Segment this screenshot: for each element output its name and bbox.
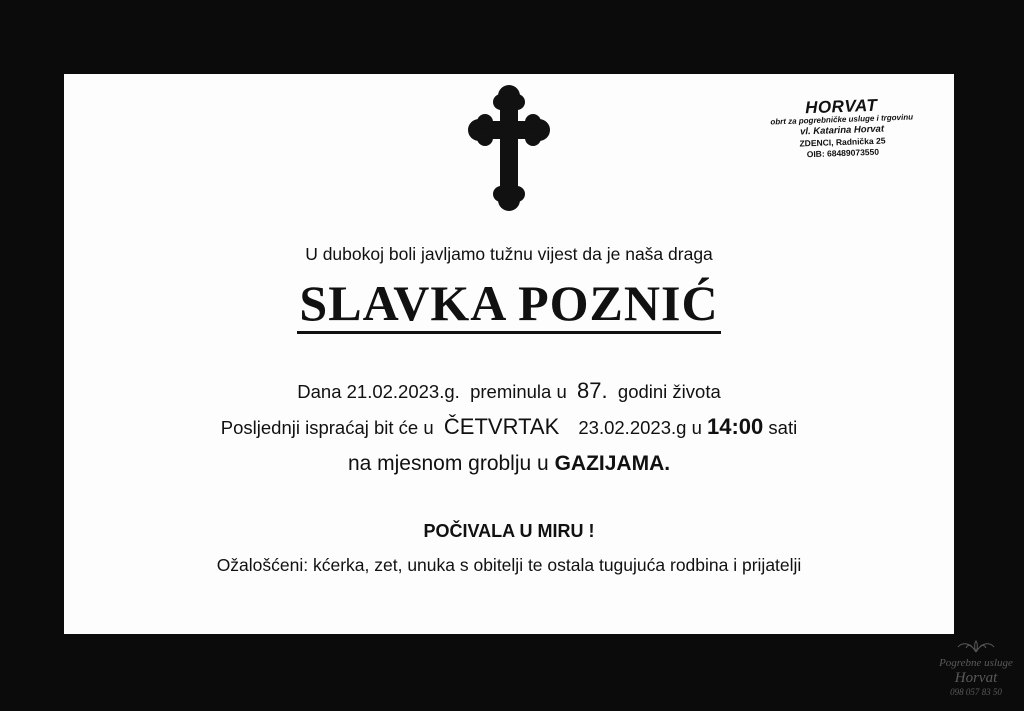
watermark-line2: Horvat <box>954 670 998 686</box>
funeral-home-stamp <box>749 95 935 161</box>
stamp-subtitle: obrt za pogrebničke usluge i trgovinu <box>770 112 914 127</box>
watermark-line3: 098 057 83 50 <box>950 687 1002 697</box>
deceased-name-text: SLAVKA POZNIĆ <box>297 275 720 334</box>
death-line <box>64 378 954 404</box>
death-date: 21.02.2023.g. <box>346 381 460 402</box>
funeral-prefix: Posljednji ispraćaj bit će u <box>220 417 434 438</box>
deceased-name <box>64 274 954 332</box>
stamp-address: ZDENCI, Radnička 25 <box>799 135 886 149</box>
mourners-text: Ožalošćeni: kćerka, zet, unuka s obitelji te ostala tugujuća rodbina i prijatelji <box>216 555 802 575</box>
intro-text: U dubokoj boli javljamo tužnu vijest da je naša draga <box>305 244 713 264</box>
rest-in-peace: POČIVALA U MIRU ! <box>423 521 595 541</box>
funeral-time: 14:00 <box>707 414 764 439</box>
place-prefix: na mjesnom groblju u <box>347 452 549 475</box>
watermark-line1: Pogrebne usluge <box>939 657 1013 669</box>
floral-ornament-icon <box>956 640 996 654</box>
age: 87. <box>577 378 608 403</box>
stamp-oib: OIB: 68489073550 <box>806 146 880 160</box>
funeral-date: 23.02.2023.g <box>578 417 687 438</box>
funeral-line <box>64 414 954 440</box>
obituary-card <box>64 74 954 634</box>
death-prefix: Dana <box>297 381 342 402</box>
funeral-mid: u <box>691 417 702 438</box>
cross-icon <box>468 84 550 212</box>
death-mid: preminula u <box>470 381 567 402</box>
place-name: GAZIJAMA. <box>554 452 671 475</box>
funeral-home-watermark <box>928 640 1024 698</box>
place-line <box>64 452 954 476</box>
funeral-suffix: sati <box>768 417 798 438</box>
funeral-day: ČETVRTAK <box>443 414 560 439</box>
stamp-owner: vl. Katarina Horvat <box>799 123 885 138</box>
stamp-name: HORVAT <box>804 95 878 118</box>
death-suffix: godini života <box>617 381 721 402</box>
